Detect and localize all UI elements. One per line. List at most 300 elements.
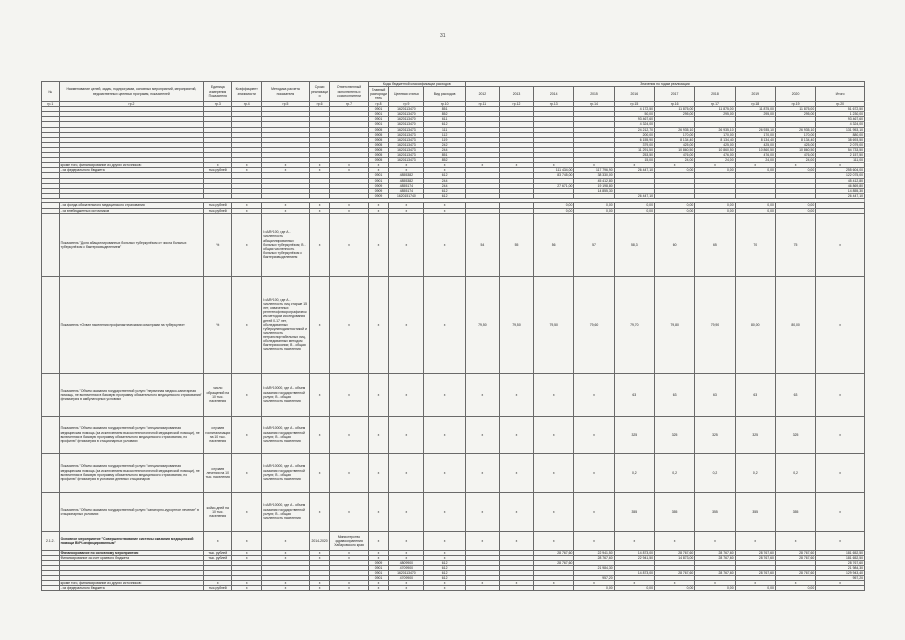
value-cell: 26 935,10	[654, 127, 694, 132]
x-cell: x	[389, 531, 424, 550]
x-cell: x	[330, 276, 368, 373]
exp-type-cell: 612	[424, 193, 465, 198]
value-cell: 181 652,50	[816, 550, 865, 555]
column-number: гр.11	[465, 102, 499, 107]
grbs-cell: 0901	[368, 107, 389, 112]
column-number: гр.8	[368, 102, 389, 107]
indicator-value: x	[465, 492, 499, 531]
value-cell: 28 767,60	[735, 550, 775, 555]
exp-type-cell: 851	[424, 153, 465, 158]
value-cell: 476,00	[695, 153, 735, 158]
x-cell: x	[614, 163, 654, 168]
indicator-value: x	[816, 276, 865, 373]
indicator-method: I=A/B*10000, где A - объем оказания государственной услуги; B - общая численность населения	[262, 416, 310, 453]
value-cell: 425,00	[654, 142, 694, 147]
article-cell: 1620113473	[389, 158, 424, 163]
x-cell: x	[330, 203, 368, 208]
value-cell: 19 198,80	[574, 183, 614, 188]
indicator-value: 79,60	[574, 276, 614, 373]
x-cell: x	[465, 531, 499, 550]
indicator-value: x	[499, 416, 533, 453]
x-cell: x	[262, 208, 310, 213]
indicator-value: 79,70	[614, 276, 654, 373]
x-cell: x	[309, 453, 330, 492]
article-cell: 1620113470	[389, 112, 424, 117]
indicator-value: 57	[574, 213, 614, 276]
value-cell: 880,00	[816, 132, 865, 137]
value-cell: 0,00	[775, 203, 815, 208]
indicator-name: Показатель "Объем оказания государственной услуги "первичная медико-санитарная помощь, не включенная в базовую программу обязательного медицинского страхования" фтизиатрия в амбулаторных условиях	[59, 373, 204, 416]
value-cell: 0,00	[775, 586, 815, 591]
value-cell: 11 875,00	[654, 107, 694, 112]
exp-type-cell: 612	[424, 565, 465, 570]
x-cell: x	[389, 168, 424, 173]
x-cell: x	[330, 492, 368, 531]
x-cell: x	[816, 531, 865, 550]
x-cell: x	[534, 163, 574, 168]
article-cell: 4809900	[389, 560, 424, 565]
indicator-value: 63	[775, 373, 815, 416]
value-cell: 28 767,60	[735, 571, 775, 576]
indicator-value: x	[465, 453, 499, 492]
value-cell: 0,00	[654, 203, 694, 208]
x-cell: x	[775, 163, 815, 168]
value-cell: 10 860,50	[735, 147, 775, 152]
value-cell: 425,00	[695, 142, 735, 147]
x-cell: x	[424, 550, 465, 555]
value-cell: 295,00	[735, 112, 775, 117]
value-cell: 170,00	[775, 132, 815, 137]
x-cell: x	[309, 168, 330, 173]
indicator-unit: случаев госпитализации на 10 тыс. населения	[204, 416, 232, 453]
indicator-value: x	[499, 492, 533, 531]
value-cell: 0,00	[574, 586, 614, 591]
column-number: гр.1	[42, 102, 60, 107]
x-cell: x	[368, 208, 389, 213]
value-cell: 51 672,50	[816, 107, 865, 112]
year-2017: 2017	[654, 87, 694, 102]
indicator-value: x	[816, 416, 865, 453]
x-cell: x	[309, 276, 330, 373]
x-cell: x	[330, 168, 368, 173]
x-cell: x	[232, 168, 262, 173]
indicator-value: 75	[775, 213, 815, 276]
article-cell: 1620113470	[389, 122, 424, 127]
value-cell: 83 745,00	[534, 173, 574, 178]
indicator-value: 79,80	[654, 276, 694, 373]
value-cell: 45 412,80	[816, 178, 865, 183]
x-cell: x	[499, 581, 533, 586]
table-row	[42, 213, 865, 276]
article-cell: 1620151740	[389, 193, 424, 198]
x-cell: x	[389, 208, 424, 213]
x-cell: x	[262, 168, 310, 173]
col-method: Методика расчета показателя	[262, 82, 310, 102]
col-article: Целевая статья	[389, 87, 424, 102]
x-cell: x	[389, 492, 424, 531]
x-cell: x	[654, 581, 694, 586]
x-cell: x	[262, 531, 310, 550]
indicator-value: x	[816, 453, 865, 492]
value-cell: 0,00	[775, 208, 815, 213]
x-cell: x	[389, 416, 424, 453]
year-2019: 2019	[735, 87, 775, 102]
x-cell: x	[499, 163, 533, 168]
value-cell: 476,00	[735, 153, 775, 158]
x-cell: x	[735, 581, 775, 586]
value-cell: 170,00	[695, 132, 735, 137]
value-cell: 28 767,60	[534, 550, 574, 555]
value-cell: 0,00	[695, 168, 735, 173]
indicator-value: x	[816, 373, 865, 416]
value-cell: 8 134,40	[695, 137, 735, 142]
grbs-cell: 0905	[368, 158, 389, 163]
row-label: Финансирование по основному мероприятию	[59, 550, 204, 555]
value-cell: 957,20	[574, 576, 614, 581]
indicator-name: Показатель «Охват населения профилактическими осмотрами на туберкулез»	[59, 276, 204, 373]
grbs-cell: 0905	[368, 153, 389, 158]
value-cell: 111 434,00	[534, 168, 574, 173]
col-exp-type: Вид расходов	[424, 87, 465, 102]
x-cell: x	[424, 531, 465, 550]
exp-type-cell: 244	[424, 178, 465, 183]
indicator-value: 63	[735, 373, 775, 416]
indicator-value: 325	[654, 416, 694, 453]
indicator-unit: %	[204, 276, 232, 373]
col-term: Сроки реализации	[309, 82, 330, 102]
x-cell: x	[368, 373, 389, 416]
value-cell: 117 796,90	[574, 168, 614, 173]
value-cell	[499, 586, 533, 591]
x-cell: x	[309, 550, 330, 555]
value-cell: 26 447,10	[614, 168, 654, 173]
column-number: гр.12	[499, 102, 533, 107]
value-cell: 46 869,80	[816, 183, 865, 188]
indicator-value: 0,2	[775, 453, 815, 492]
value-cell: 24,00	[775, 158, 815, 163]
value-cell: 4 324,00	[614, 122, 654, 127]
value-cell: 28 767,60	[574, 555, 614, 560]
x-cell: x	[574, 163, 614, 168]
x-cell: x	[424, 416, 465, 453]
x-cell: x	[654, 531, 694, 550]
value-cell: 8 134,40	[654, 137, 694, 142]
col-name: Наименование целей, задач, подпрограмм, основных мероприятий, мероприятий, ведомственных целевых программ, показателей	[59, 82, 204, 102]
column-number: гр.20	[816, 102, 865, 107]
x-cell: x	[389, 203, 424, 208]
x-cell: x	[465, 163, 499, 168]
exp-type-cell: 851	[424, 107, 465, 112]
exp-type-cell: 612	[424, 188, 465, 193]
exp-type-cell: 612	[424, 560, 465, 565]
x-cell: x	[309, 373, 330, 416]
col-unit: Единица измерения Показателя	[204, 82, 232, 102]
indicator-unit: %	[204, 213, 232, 276]
article-cell: 1620113473	[389, 127, 424, 132]
indicator-value: 54	[465, 213, 499, 276]
indicator-value: 355	[654, 492, 694, 531]
indicator-method: I=A/B*10000, где A - объем оказания государственной услуги; B - общая численность населения	[262, 492, 310, 531]
exp-type-cell: 612	[424, 173, 465, 178]
x-cell: x	[389, 373, 424, 416]
grbs-cell: 0909	[368, 193, 389, 198]
column-number: гр.4	[232, 102, 262, 107]
program-table	[41, 81, 865, 591]
column-number: гр.9	[389, 102, 424, 107]
indicator-value: 355	[735, 492, 775, 531]
page-number: 31	[440, 33, 446, 39]
x-cell: x	[232, 453, 262, 492]
x-cell: x	[330, 208, 368, 213]
indicator-value: 79,50	[465, 276, 499, 373]
value-cell: 4 172,50	[614, 107, 654, 112]
value-cell: 28 767,60	[695, 550, 735, 555]
unit-cell: тыс.рублей	[204, 208, 232, 213]
value-cell: 295,00	[654, 112, 694, 117]
article-cell: 1620113473	[389, 153, 424, 158]
value-cell: 21 984,30	[816, 565, 865, 570]
x-cell: x	[232, 208, 262, 213]
value-cell: 0,00	[735, 586, 775, 591]
x-cell: x	[309, 492, 330, 531]
x-cell: x	[232, 581, 262, 586]
unit-cell: тыс.рублей	[204, 168, 232, 173]
x-cell: x	[262, 586, 310, 591]
x-cell: x	[309, 416, 330, 453]
x-cell: x	[309, 203, 330, 208]
x-cell: x	[614, 581, 654, 586]
x-cell: x	[695, 581, 735, 586]
value-cell: 0,00	[614, 203, 654, 208]
article-cell: 1620113473	[389, 147, 424, 152]
column-number: гр.7	[330, 102, 368, 107]
article-cell: 1620113473	[389, 132, 424, 137]
table-row	[42, 531, 865, 550]
indicator-value: 80,00	[775, 276, 815, 373]
value-cell: 0,00	[735, 208, 775, 213]
exp-type-cell: 112	[424, 132, 465, 137]
x-cell: x	[330, 550, 368, 555]
empty-cell	[42, 586, 60, 591]
indicator-method: I=A/B*10000, где A - объем оказания государственной услуги; B - общая численность населения	[262, 373, 310, 416]
x-cell: x	[330, 373, 368, 416]
x-cell: x	[309, 586, 330, 591]
table-row	[42, 276, 865, 373]
col-resp: Ответственный исполнитель и соисполнители	[330, 82, 368, 102]
value-cell: 10 860,50	[775, 147, 815, 152]
x-cell: x	[232, 416, 262, 453]
grbs-cell: 0909	[368, 183, 389, 188]
value-cell: 0,00	[534, 208, 574, 213]
x-cell: x	[389, 550, 424, 555]
value-cell: 28 767,60	[695, 571, 735, 576]
value-cell: 0,00	[614, 208, 654, 213]
value-cell: 0,00	[695, 208, 735, 213]
article-cell: 4709900	[389, 576, 424, 581]
x-cell: x	[232, 531, 262, 550]
value-cell	[534, 586, 574, 591]
col-codes: Коды бюджетной классификации расходов	[368, 82, 465, 87]
table-row	[42, 492, 865, 531]
x-cell: x	[816, 581, 865, 586]
article-cell: 4855382	[389, 178, 424, 183]
x-cell: x	[330, 586, 368, 591]
column-number: гр.6	[309, 102, 330, 107]
value-cell: 0,00	[695, 586, 735, 591]
x-cell: x	[424, 203, 465, 208]
value-cell: 255 604,00	[816, 168, 865, 173]
x-cell: x	[330, 453, 368, 492]
x-cell: x	[389, 555, 424, 560]
exp-type-cell: 119	[424, 137, 465, 142]
value-cell: 22 941,50	[574, 550, 614, 555]
indicator-value: 325	[614, 416, 654, 453]
value-cell: 170,00	[735, 132, 775, 137]
empty-cell	[42, 453, 60, 492]
x-cell: x	[389, 276, 424, 373]
measure-num: 2.1.2.	[42, 531, 60, 550]
value-cell: 0,00	[614, 586, 654, 591]
value-cell: 28 767,60	[654, 550, 694, 555]
value-cell: 27 671,00	[534, 183, 574, 188]
x-cell: x	[695, 531, 735, 550]
value-cell: 0,00	[654, 586, 694, 591]
indicator-value: x	[534, 416, 574, 453]
x-cell: x	[330, 581, 368, 586]
exp-type-cell: 852	[424, 158, 465, 163]
indicator-value: x	[574, 416, 614, 453]
value-cell: 957,20	[816, 576, 865, 581]
grbs-cell: 0905	[368, 127, 389, 132]
column-number: гр.5	[262, 102, 310, 107]
indicator-unit: койко-дней на 10 тыс. населения	[204, 492, 232, 531]
col-grbs: Главный распорядитель	[370, 87, 387, 101]
value-cell: 253,50	[614, 153, 654, 158]
x-cell: x	[232, 492, 262, 531]
value-cell: 14 873,00	[654, 555, 694, 560]
x-cell: x	[368, 276, 389, 373]
indicator-value: 63	[614, 373, 654, 416]
indicator-name: Показатель "Объем оказания государственной услуги "специализированная медицинская помощь (за исключением высокотехнологичной медицинской помощи), не включенная в базовую программу обязательного медицинского страхования, по профилю" фтизиатрия в условиях дневных стационаров	[59, 453, 204, 492]
x-cell: x	[368, 586, 389, 591]
x-cell: x	[330, 213, 368, 276]
value-cell: 8 134,40	[735, 137, 775, 142]
column-number: гр.10	[424, 102, 465, 107]
x-cell: x	[309, 213, 330, 276]
x-cell: x	[232, 550, 262, 555]
x-cell: x	[368, 531, 389, 550]
grbs-cell: 0901	[368, 178, 389, 183]
col-values: Значения по годам реализации	[465, 82, 864, 87]
value-cell: 28 767,60	[534, 560, 574, 565]
grbs-cell: 0905	[368, 132, 389, 137]
value-cell: 28 767,60	[775, 555, 815, 560]
x-cell: x	[614, 531, 654, 550]
value-cell: 15,00	[614, 158, 654, 163]
table-row	[42, 453, 865, 492]
value-cell: 476,00	[775, 153, 815, 158]
value-cell: 11 291,50	[614, 147, 654, 152]
indicator-name: Показатель "Доля абациллированных больных туберкулёзом от числа больных туберкулёзом с бактериовыделением"	[59, 213, 204, 276]
x-cell: x	[534, 581, 574, 586]
value-cell: 28 767,60	[695, 555, 735, 560]
indicator-value: 79,90	[695, 276, 735, 373]
grbs-cell: 0901	[368, 565, 389, 570]
empty-cell	[42, 492, 60, 531]
table-row	[42, 416, 865, 453]
x-cell: x	[424, 208, 465, 213]
indicator-value: 355	[775, 492, 815, 531]
value-cell: 200,00	[614, 132, 654, 137]
x-cell: x	[330, 416, 368, 453]
indicator-value: 63	[695, 373, 735, 416]
indicator-value: 70	[735, 213, 775, 276]
empty-cell	[42, 416, 60, 453]
indicator-value: 80,00	[735, 276, 775, 373]
x-cell: x	[204, 531, 232, 550]
value-cell: 28 767,60	[775, 571, 815, 576]
x-cell: x	[309, 581, 330, 586]
value-cell: 93 467,60	[816, 117, 865, 122]
x-cell: x	[262, 163, 310, 168]
indicator-method: I=A/B*10000, где A - объем оказания государственной услуги; B - общая численность населения	[262, 453, 310, 492]
indicator-name: Показатель "Объем оказания государственной услуги "санаторно-курортное лечение" в стационарных условиях	[59, 492, 204, 531]
year-2016: 2016	[614, 87, 654, 102]
indicator-value: 325	[775, 416, 815, 453]
value-cell: 54 733,50	[816, 147, 865, 152]
x-cell: x	[389, 213, 424, 276]
grbs-cell: 0901	[368, 122, 389, 127]
x-cell: x	[775, 531, 815, 550]
indicator-value: 0,2	[654, 453, 694, 492]
x-cell: x	[695, 163, 735, 168]
measure-term: 2014-2020	[309, 531, 330, 550]
unit-cell: тыс.рублей	[204, 586, 232, 591]
year-2015: 2015	[574, 87, 614, 102]
value-cell: 28 767,60	[735, 555, 775, 560]
x-cell: x	[574, 581, 614, 586]
value-cell: 28 767,60	[816, 560, 865, 565]
value-cell: 26 935,10	[735, 127, 775, 132]
value-cell: 24,00	[735, 158, 775, 163]
column-number: гр.18	[735, 102, 775, 107]
table-row	[42, 373, 865, 416]
value-cell	[465, 586, 499, 591]
indicator-value: 0,2	[735, 453, 775, 492]
empty-cell	[42, 213, 60, 276]
empty-cell	[42, 276, 60, 373]
value-cell: 0,00	[695, 203, 735, 208]
x-cell: x	[368, 203, 389, 208]
value-cell: 295,00	[775, 112, 815, 117]
x-cell: x	[424, 586, 465, 591]
value-cell: 4 324,00	[816, 122, 865, 127]
indicator-value: x	[534, 492, 574, 531]
x-cell: x	[262, 581, 310, 586]
value-cell: 28 767,60	[654, 571, 694, 576]
value-cell: 14 855,30	[574, 188, 614, 193]
value-cell: 0,00	[654, 168, 694, 173]
row-label: - из внебюджетных источников	[59, 208, 204, 213]
x-cell: x	[424, 492, 465, 531]
value-cell: 26 935,10	[695, 127, 735, 132]
article-cell: 4709900	[389, 565, 424, 570]
grbs-cell: 0901	[368, 112, 389, 117]
indicator-value: 0,2	[695, 453, 735, 492]
value-cell: 11 875,00	[775, 107, 815, 112]
x-cell: x	[262, 550, 310, 555]
indicator-value: 325	[695, 416, 735, 453]
